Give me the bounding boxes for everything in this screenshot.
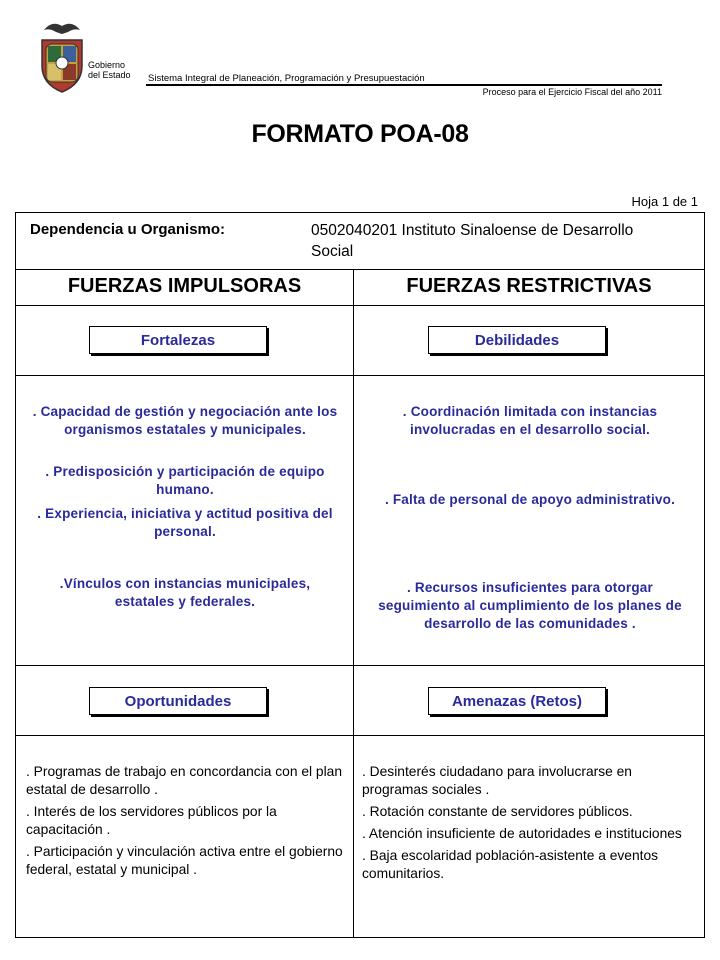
state-crest-logo	[38, 18, 86, 96]
page-indicator: Hoja 1 de 1	[631, 194, 698, 209]
form-frame	[15, 212, 705, 938]
list-item: . Participación y vinculación activa entre el gobierno federal, estatal y municipal .	[26, 844, 343, 877]
list-item: . Experiencia, iniciativa y actitud positiva del personal.	[37, 506, 333, 539]
list-item: . Coordinación limitada con instancias involucradas en el desarrollo social.	[402, 404, 658, 437]
amenazas-list	[362, 763, 692, 887]
fortalezas-box: Fortalezas	[89, 326, 267, 354]
list-item: . Rotación constante de servidores públicos.	[362, 804, 633, 819]
oportunidades-box: Oportunidades	[89, 687, 267, 715]
divider	[16, 665, 704, 666]
header-rule	[146, 84, 662, 86]
column-head-restrictivas: FUERZAS RESTRICTIVAS	[406, 275, 652, 297]
amenazas-box: Amenazas (Retos)	[428, 687, 606, 715]
gobierno-label: Gobierno del Estado	[88, 60, 131, 80]
list-item: .Vínculos con instancias municipales, estatales y federales.	[59, 576, 311, 609]
fortalezas-list	[30, 403, 340, 663]
list-item: . Capacidad de gestión y negociación ante los organismos estatales y municipales.	[32, 404, 338, 437]
page-title: FORMATO POA-08	[251, 120, 469, 148]
column-divider	[353, 269, 354, 937]
divider	[16, 305, 704, 306]
divider	[16, 375, 704, 376]
system-name: Sistema Integral de Planeación, Programación y Presupuestación	[148, 73, 425, 84]
dependencia-value: 0502040201 Instituto Sinaloense de Desarrollo Social	[311, 222, 634, 260]
process-label: Proceso para el Ejercicio Fiscal del año 2011	[482, 87, 662, 97]
divider	[16, 735, 704, 736]
list-item: . Atención insuficiente de autoridades e instituciones	[362, 826, 682, 841]
list-item: . Baja escolaridad población-asistente a eventos comunitarios.	[362, 848, 659, 881]
column-head-impulsoras: FUERZAS IMPULSORAS	[67, 275, 302, 297]
dependencia-label: Dependencia u Organismo:	[30, 221, 226, 238]
debilidades-box: Debilidades	[428, 326, 606, 354]
list-item: . Recursos insuficientes para otorgar seguimiento al cumplimiento de los planes de desarrollo de las comunidades .	[378, 580, 682, 631]
divider	[16, 269, 704, 270]
oportunidades-list	[26, 763, 344, 883]
list-item: . Falta de personal de apoyo administrativo.	[384, 492, 676, 507]
list-item: . Desinterés ciudadano para involucrarse en programas sociales .	[362, 764, 632, 797]
list-item: . Programas de trabajo en concordancia con el plan estatal de desarrollo .	[26, 764, 342, 797]
list-item: . Predisposición y participación de equipo humano.	[45, 464, 325, 497]
debilidades-list	[371, 403, 689, 663]
list-item: . Interés de los servidores públicos por la capacitación .	[26, 804, 277, 837]
